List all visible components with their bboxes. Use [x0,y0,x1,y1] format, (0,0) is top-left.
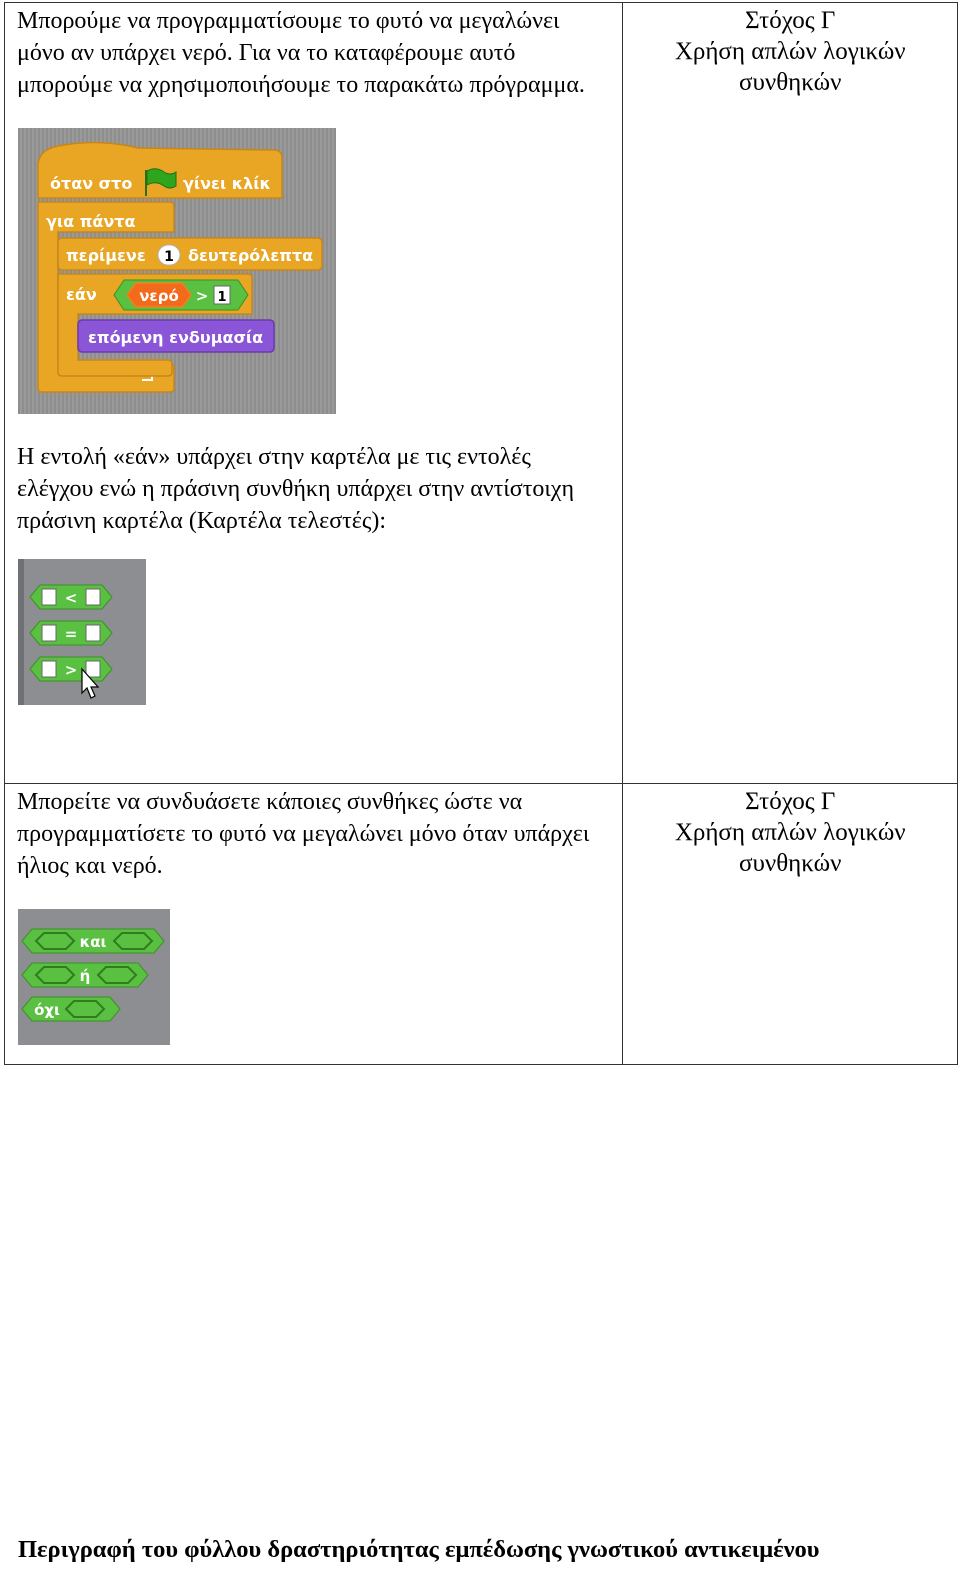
equals-block [30,621,112,645]
explanation-paragraph: Η εντολή «εάν» υπάρχει στην καρτέλα με τις εντολές ελέγχου ενώ η πράσινη συνθήκη υπάρχει στην αντίστοιχη πράσινη καρτέλα (Καρτέλα τελεστές): [17,444,575,534]
svg-text:>: > [64,661,78,679]
goal-text [623,784,957,879]
table-row [5,784,958,1065]
svg-text:εάν: εάν [66,285,97,304]
combine-paragraph: Μπορείτε να συνδυάσετε κάποιες συνθήκες ώστε να προγραμματίσετε το φυτό να μεγαλώνει μόνο όταν υπάρχει ήλιος και νερό. [17,789,590,879]
svg-text:1: 1 [164,249,174,265]
svg-text:επόμενη ενδυμασία: επόμενη ενδυμασία [88,328,264,347]
row1-right-cell [623,3,958,784]
goal-line1: Χρήση απλών λογικών [674,38,906,65]
svg-text:ή: ή [79,967,91,985]
operators-palette-figure [18,559,146,705]
svg-text:=: = [64,625,78,643]
goal-line2: συνθηκών [739,69,842,96]
wait-block [58,238,322,270]
goal-text [623,3,957,98]
or-block [22,963,148,987]
svg-text:δευτερόλεπτα: δευτερόλεπτα [188,246,314,265]
greater-than-block [30,657,112,681]
svg-text:γίνει κλίκ: γίνει κλίκ [183,174,271,193]
svg-text:νερό: νερό [139,287,179,305]
svg-text:όταν στο: όταν στο [50,174,133,193]
svg-text:>: > [195,287,209,305]
scratch-script-figure [18,128,336,414]
not-block [22,997,120,1021]
svg-text:για πάντα: για πάντα [46,212,136,231]
goal-line2: συνθηκών [739,850,842,877]
goal-title: Στόχος Γ [745,7,836,34]
row2-right-cell [623,784,958,1065]
row1-left-cell [5,3,623,784]
when-flag-clicked-block [38,142,282,198]
greater-than-condition [114,280,248,310]
svg-text:<: < [64,589,78,607]
activity-table [4,2,958,1065]
intro-paragraph: Μπορούμε να προγραμματίσουμε το φυτό να μεγαλώνει μόνο αν υπάρχει νερό. Για να το καταφέρουμε αυτό μπορούμε να χρησιμοποιήσουμε το παρακάτω πρόγραμμα. [17,8,585,98]
next-costume-block [78,320,274,352]
svg-text:όχι: όχι [34,1001,60,1019]
logic-palette-figure [18,909,170,1045]
table-row [5,3,958,784]
goal-line1: Χρήση απλών λογικών [674,819,906,846]
and-block [22,929,164,953]
page-footer-title: Περιγραφή του φύλλου δραστηριότητας εμπέδωσης γνωστικού αντικειμένου [18,1536,820,1563]
svg-text:και: και [79,933,107,951]
goal-title: Στόχος Γ [745,788,836,815]
less-than-block [30,585,112,609]
svg-text:περίμενε: περίμενε [66,246,146,265]
row2-left-cell [5,784,623,1065]
svg-text:1: 1 [217,290,227,305]
